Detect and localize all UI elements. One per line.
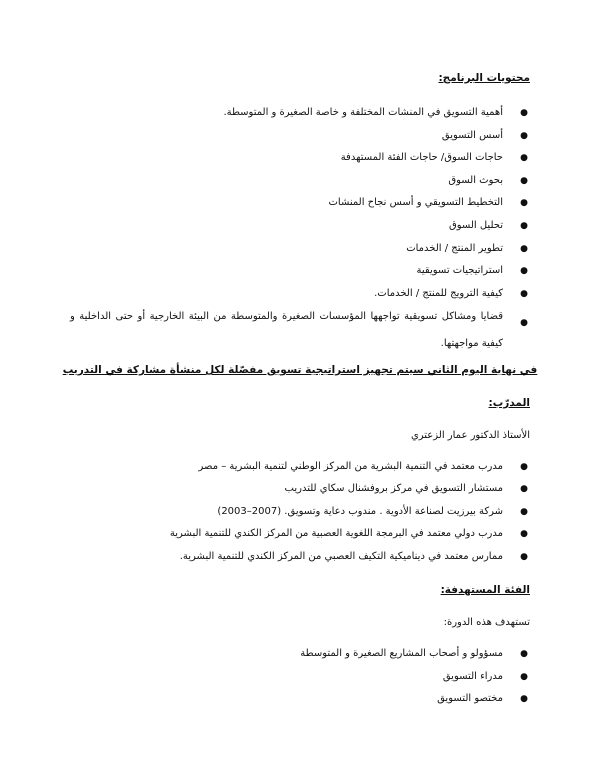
bullet-icon: ● xyxy=(520,108,528,118)
list-item-text: مستشار التسويق في مركز بروفشنال سكاي للتدريب xyxy=(284,483,503,495)
program-contents-heading: محتويات البرنامج: xyxy=(438,72,530,84)
bullet-icon: ● xyxy=(520,288,528,299)
list-item xyxy=(70,197,530,220)
trainer-heading: المدرّب: xyxy=(488,397,530,409)
list-item-text: شركة بيرزيت لصناعة الأدوية . مندوب دعاية وتسويق. (2007–2003) xyxy=(217,505,503,517)
list-item-text: مدراء التسويق xyxy=(442,670,503,682)
list-item-text: مسؤولو و أصحاب المشاريع الصغيرة و المتوسطة xyxy=(300,648,503,659)
target-audience-heading: الفئة المستهدفة: xyxy=(440,584,530,596)
list-item-text: مدرب معتمد في التنمية البشرية من المركز الوطني لتنمية البشرية – مصر xyxy=(198,461,503,472)
list-item-text: مختصو التسويق xyxy=(437,693,503,704)
bullet-icon: ● xyxy=(520,175,528,186)
list-item-text: كيفية الترويج للمنتج / الخدمات. xyxy=(374,287,503,299)
target-audience-intro: تستهدف هذه الدورة: xyxy=(443,617,530,628)
list-item-text: استراتيجيات تسويقية xyxy=(416,265,503,277)
bullet-icon: ● xyxy=(520,318,528,329)
list-item xyxy=(70,130,530,153)
list-item-text: أسس التسويق xyxy=(441,129,503,141)
list-item-text: تحليل السوق xyxy=(449,219,503,231)
list-item xyxy=(70,483,530,505)
bullet-icon: ● xyxy=(520,198,528,209)
bullet-icon: ● xyxy=(520,529,528,540)
list-item xyxy=(70,693,530,716)
list-item xyxy=(70,551,530,573)
list-item xyxy=(70,175,530,198)
list-item xyxy=(70,243,530,266)
bullet-icon: ● xyxy=(520,462,528,472)
list-item xyxy=(70,461,530,483)
list-item-text: ممارس معتمد في ديناميكية التكيف العصبي من المركز الكندي للتنمية البشرية. xyxy=(179,550,503,562)
trainer-credentials-list xyxy=(70,461,530,573)
list-item xyxy=(70,265,530,288)
bullet-icon: ● xyxy=(520,266,528,277)
bullet-icon: ● xyxy=(520,694,528,704)
list-item-text: بحوث السوق xyxy=(448,174,503,186)
bullet-icon: ● xyxy=(520,220,528,231)
list-item-text: التخطيط التسويقي و أسس نجاح المنشات xyxy=(328,197,503,209)
bullet-icon: ● xyxy=(520,130,528,141)
target-audience-list xyxy=(70,648,530,716)
bullet-icon: ● xyxy=(520,506,528,517)
bullet-icon: ● xyxy=(520,243,528,254)
trainer-name: الأستاذ الدكتور عمار الزعتري xyxy=(410,430,530,441)
list-item-text: حاجات السوق/ حاجات الفئة المستهدفة xyxy=(340,152,503,164)
list-item xyxy=(70,648,530,671)
bullet-icon: ● xyxy=(520,671,528,682)
bullet-icon: ● xyxy=(520,484,528,495)
list-item-text: قضايا ومشاكل تسويقية تواجهها المؤسسات الصغيرة والمتوسطة من البيئة الخارجية أو حتى الداخلية و كيفية مواجهتها. xyxy=(70,311,503,350)
list-item xyxy=(70,107,530,130)
bullet-icon: ● xyxy=(520,551,528,562)
bullet-icon: ● xyxy=(520,649,528,659)
list-item xyxy=(70,220,530,243)
list-item-text: مدرب دولي معتمد في البرمجة اللغوية العصبية من المركز الكندي للتنمية البشرية xyxy=(169,528,503,540)
list-item xyxy=(70,152,530,175)
list-item-text: تطوير المنتج / الخدمات xyxy=(406,242,503,254)
program-contents-list xyxy=(70,107,530,357)
list-item xyxy=(70,671,530,694)
list-item-text: أهمية التسويق في المنشات المختلفة و خاصة الصغيرة و المتوسطة. xyxy=(223,107,503,118)
bullet-icon: ● xyxy=(520,153,528,164)
list-item xyxy=(70,528,530,550)
list-item xyxy=(70,506,530,528)
training-outcome-statement: في نهاية اليوم الثاني سيتم تجهيز استراتيجية تسويق مفصّلة لكل منشأة مشاركة في التدريب xyxy=(62,364,538,376)
list-item xyxy=(70,303,530,357)
